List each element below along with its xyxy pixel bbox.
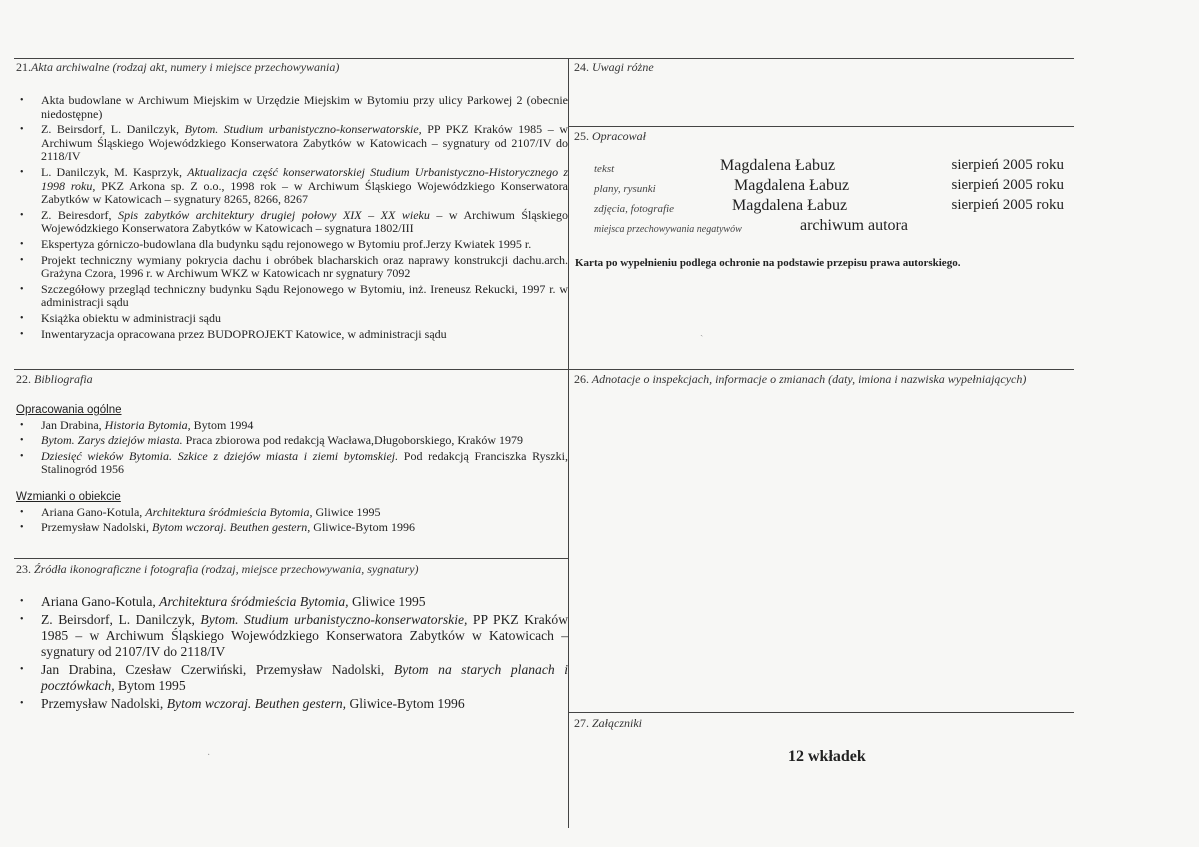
sec22-general-item-2 bbox=[16, 434, 568, 448]
sec22-object-item-2-author: Przemysław Nadolski, bbox=[41, 520, 152, 535]
sec22-object-item-2-title: Bytom wczoraj. Beuthen gestern, bbox=[151, 520, 311, 535]
sec21-item-5-text: Ekspertyza górniczo-budowlana dla budynku sądu rejonowego w Bytomiu prof.Jerzy Kwiatek 1995 r. bbox=[41, 236, 532, 251]
sec23-item-3-authors: Jan Drabina, Czesław Czerwiński, Przemysław Nadolski, bbox=[41, 662, 394, 677]
sec25-row-text-date: sierpień 2005 roku bbox=[951, 157, 1064, 173]
sec22-title: Bibliografia bbox=[34, 372, 93, 386]
sec25-row-text bbox=[594, 157, 1074, 177]
sec25-number: 25. bbox=[574, 129, 589, 143]
sec24-header bbox=[574, 60, 654, 75]
sec23-item-4 bbox=[16, 696, 568, 712]
sec21-item-9-text: Inwentaryzacja opracowana przez BUDOPROJEKT Katowice, w administracji sądu bbox=[41, 326, 447, 341]
sec23-item-1-author: Ariana Gano-Kotula, bbox=[41, 594, 160, 609]
sec21-item-2-title: Bytom. Studium urbanistyczno-konserwatorskie, bbox=[184, 122, 422, 137]
sec22-general-item-1 bbox=[16, 419, 568, 433]
sec21-item-3-authors: L. Danilczyk, M. Kasprzyk, bbox=[41, 164, 188, 179]
sec22-general-item-1-title: Historia Bytomia, bbox=[104, 417, 191, 432]
sec27-number: 27. bbox=[574, 716, 589, 730]
sec25-row-negatives-location: archiwum autora bbox=[800, 217, 908, 234]
sec22-object-item-2-rest: Gliwice-Bytom 1996 bbox=[310, 520, 415, 535]
sec22-object-item-1-rest: Gliwice 1995 bbox=[312, 504, 381, 519]
sec23-header bbox=[16, 562, 419, 577]
sec22-body bbox=[16, 404, 568, 535]
sec27-header bbox=[574, 716, 642, 731]
sec22-general-item-1-rest: Bytom 1994 bbox=[190, 417, 254, 432]
sec22-object-item-1 bbox=[16, 506, 568, 520]
sec25-row-photos-date: sierpień 2005 roku bbox=[951, 197, 1064, 213]
scan-speck: ˎ bbox=[700, 326, 704, 337]
sec25-row-text-author: Magdalena Łabuz bbox=[720, 157, 836, 174]
sec21-item-7-text: Szczegółowy przegląd techniczny budynku Sądu Rejonowego w Bytomiu, inż. Ireneusz Rekucki, 1997 r. w administracji sądu bbox=[41, 281, 568, 310]
sec23-list bbox=[16, 594, 568, 712]
sec21-item-7 bbox=[16, 283, 568, 310]
sec26-number: 26. bbox=[574, 372, 589, 386]
sec21-item-3-title: Aktualizacja część konserwatorskiej Studium Urbanistyczno-Historycznego z 1998 roku, bbox=[41, 164, 569, 193]
sec23-item-4-title: Bytom wczoraj. Beuthen gestern, bbox=[166, 696, 347, 711]
sec22-object-item-1-author: Ariana Gano-Kotula, bbox=[41, 504, 146, 519]
sec27-title: Załączniki bbox=[592, 716, 642, 730]
sec21-item-8 bbox=[16, 312, 568, 326]
sec25-row-plans-author: Magdalena Łabuz bbox=[734, 177, 850, 194]
sec23-item-4-author: Przemysław Nadolski, bbox=[41, 696, 167, 711]
sec25-row-photos-author: Magdalena Łabuz bbox=[732, 197, 848, 214]
line-above-sec23 bbox=[14, 558, 568, 559]
sec21-header bbox=[16, 60, 339, 75]
sec22-subheading-general: Opracowania ogólne bbox=[16, 404, 122, 416]
sec24-number: 24. bbox=[574, 60, 589, 74]
sec25-row-negatives-label: miejsca przechowywania negatywów bbox=[594, 224, 742, 235]
sec26-header bbox=[574, 372, 1026, 387]
sec23-item-2-rest: PP PKZ Kraków 1985 – w Archiwum Śląskiego Wojewódzkiego Konserwatora Zabytków w Katowicach – sygnatury od 2107/IV do 2118/IV bbox=[41, 612, 569, 659]
sec21-item-4-rest: – w Archiwum Śląskiego Wojewódzkiego Konserwatora Zabytków w Katowicach – sygnatura 1802/III bbox=[41, 207, 568, 236]
sec22-subheading-object: Wzmianki o obiekcie bbox=[16, 490, 121, 503]
sec22-object-item-2 bbox=[16, 521, 568, 535]
sec25-row-plans-label: plany, rysunki bbox=[594, 183, 656, 195]
sec21-item-5 bbox=[16, 238, 568, 252]
sec23-item-4-rest: Gliwice-Bytom 1996 bbox=[346, 696, 465, 711]
sec21-item-6-text: Projekt techniczny wymiany pokrycia dachu i obróbek blacharskich oraz naprawy konstrukcji dachu.arch. Grażyna Czora, 1996 r. w Archiwum WKZ w Katowicach nr sygnatury 7092 bbox=[41, 252, 568, 281]
sec21-number: 21. bbox=[16, 60, 31, 74]
sec21-item-2 bbox=[16, 123, 568, 164]
sec26-title: Adnotacje o inspekcjach, informacje o zmianach (daty, imiona i nazwiska wypełniających) bbox=[591, 372, 1027, 386]
sec21-item-9 bbox=[16, 328, 568, 342]
sec23-title: Źródła ikonograficzne i fotografia (rodzaj, miejsce przechowywania, sygnatury) bbox=[34, 562, 419, 576]
line-above-sec27 bbox=[568, 712, 1074, 713]
line-above-sec22 bbox=[14, 369, 1074, 370]
sec23-number: 23. bbox=[16, 562, 31, 576]
sec23-item-1-rest: Gliwice 1995 bbox=[348, 594, 426, 609]
sec22-general-item-2-title: Bytom. Zarys dziejów miasta. bbox=[41, 433, 183, 448]
sec21-item-4-title: Spis zabytków architektury drugiej połowy XIX – XX wieku bbox=[118, 207, 430, 222]
sec21-item-1-text: Akta budowlane w Archiwum Miejskim w Urzędzie Miejskim w Bytomiu przy ulicy Parkowej 2 (obecnie niedostępne) bbox=[41, 93, 568, 121]
scan-speck: · bbox=[207, 750, 211, 761]
sec21-item-3 bbox=[16, 166, 568, 207]
sec21-item-8-text: Książka obiektu w administracji sądu bbox=[41, 310, 221, 325]
sec22-general-item-1-author: Jan Drabina, bbox=[41, 417, 105, 432]
sec23-item-3-title: Bytom na starych planach i pocztówkach, bbox=[41, 662, 568, 693]
sec27-attachments-count: 12 wkładek bbox=[788, 748, 866, 765]
sec21-item-1 bbox=[16, 94, 568, 121]
sec25-row-plans bbox=[594, 177, 1074, 197]
sec21-item-6 bbox=[16, 254, 568, 281]
sec22-header bbox=[16, 372, 93, 387]
sec21-item-4-authors: Z. Beiresdorf, bbox=[41, 207, 119, 222]
sec23-item-1-title: Architektura śródmieścia Bytomia, bbox=[159, 594, 349, 609]
form-line-top bbox=[14, 58, 1074, 59]
sec21-item-2-rest: PP PKZ Kraków 1985 – w Archiwum Śląskiego Wojewódzkiego Konserwatora Zabytków w Katowicach – sygnatury od 2107/IV do 2118/IV bbox=[41, 122, 568, 164]
sec25-header bbox=[574, 129, 646, 144]
sec23-item-3 bbox=[16, 662, 568, 694]
sec23-item-2-authors: Z. Beirsdorf, L. Danilczyk, bbox=[41, 612, 201, 627]
sec23-item-1 bbox=[16, 594, 568, 610]
sec21-item-3-rest: PKZ Arkona sp. Z o.o., 1998 rok – w Archiwum Śląskiego Wojewódzkiego Konserwatora Zabytków w Katowicach – sygnatury 8265, 8266, 8267 bbox=[41, 178, 568, 207]
sec25-row-negatives bbox=[594, 217, 1074, 237]
sec21-item-2-authors: Z. Beirsdorf, L. Danilczyk, bbox=[41, 122, 185, 137]
sec23-item-2-title: Bytom. Studium urbanistyczno-konserwatorskie, bbox=[200, 612, 468, 627]
sec22-general-item-3 bbox=[16, 450, 568, 477]
sec23-item-3-rest: Bytom 1995 bbox=[114, 678, 186, 693]
sec22-general-item-2-rest: Praca zbiorowa pod redakcją Wacława,Długoborskiego, Kraków 1979 bbox=[182, 433, 524, 448]
sec25-title: Opracował bbox=[592, 129, 646, 143]
sec25-row-photos-label: zdjęcia, fotografie bbox=[594, 203, 675, 215]
sec25-row-photos bbox=[594, 197, 1074, 217]
sec21-item-4 bbox=[16, 209, 568, 236]
sec25-row-text-label: tekst bbox=[594, 163, 615, 175]
sec21-title: Akta archiwalne (rodzaj akt, numery i miejsce przechowywania) bbox=[31, 60, 340, 74]
sec22-general-item-3-rest: Pod redakcją Franciszka Ryszki, Stalinogród 1956 bbox=[41, 448, 568, 477]
sec22-number: 22. bbox=[16, 372, 31, 386]
sec22-object-item-1-title: Architektura śródmieścia Bytomia, bbox=[145, 504, 313, 519]
line-above-sec25 bbox=[568, 126, 1074, 127]
sec23-item-2 bbox=[16, 612, 568, 660]
sec21-list bbox=[16, 94, 568, 341]
sec25-copyright-note: Karta po wypełnieniu podlega ochronie na podstawie przepisu prawa autorskiego. bbox=[575, 257, 961, 269]
sec25-row-plans-date: sierpień 2005 roku bbox=[951, 177, 1064, 193]
sec22-general-item-3-title: Dziesięć wieków Bytomia. Szkice z dziejów miasta i ziemi bytomskiej. bbox=[41, 448, 399, 463]
sec24-title: Uwagi różne bbox=[592, 60, 654, 74]
